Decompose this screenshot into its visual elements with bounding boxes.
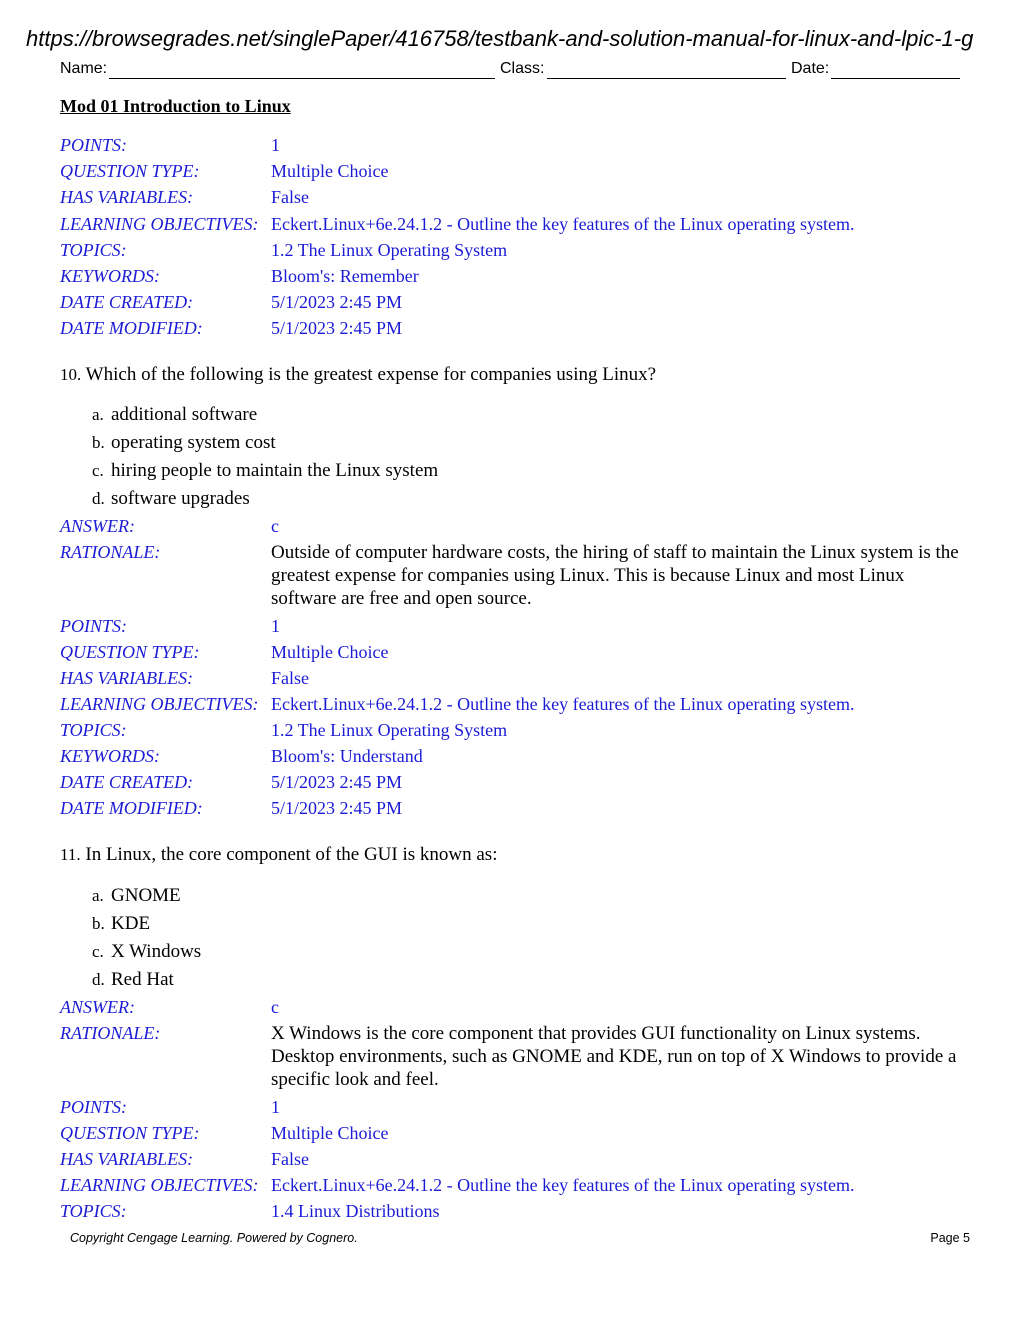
question-type-value: Multiple Choice <box>271 161 389 181</box>
date-modified-value: 5/1/2023 2:45 PM <box>271 798 403 818</box>
topics-value: 1.2 The Linux Operating System <box>271 720 508 740</box>
has-variables-value: False <box>271 187 309 207</box>
module-title: Mod 01 Introduction to Linux <box>60 96 291 116</box>
date-created-value: 5/1/2023 2:45 PM <box>271 772 403 792</box>
name-label: Name: <box>60 60 108 77</box>
option-b: b. operating system cost <box>92 432 276 453</box>
rationale-text: Outside of computer hardware costs, the hiring of staff to maintain the Linux system is the greatest expense for companies using Linux. This is because Linux and most Linux software are free and open source. <box>271 542 959 609</box>
answer-value: c <box>271 997 279 1017</box>
points-value: 1 <box>271 616 280 636</box>
points-label: POINTS: <box>60 1097 127 1117</box>
rationale-label: RATIONALE: <box>60 542 161 562</box>
question-stem: Which of the following is the greatest expense for companies using Linux? <box>85 364 657 385</box>
option-b: b. KDE <box>92 913 151 934</box>
date-line <box>831 78 960 79</box>
question-number: 10. <box>60 365 82 384</box>
option-a: a. GNOME <box>92 885 181 906</box>
option-c: c. X Windows <box>92 941 202 962</box>
points-label: POINTS: <box>60 135 127 155</box>
class-label: Class: <box>500 60 545 77</box>
question-type-value: Multiple Choice <box>271 642 389 662</box>
class-line <box>547 78 786 79</box>
rationale-text: X Windows is the core component that provides GUI functionality on Linux systems. Desktop environments, such as GNOME and KDE, run on top of X Windows to provide a specific look and feel. <box>271 1023 957 1090</box>
answer-label: ANSWER: <box>60 997 135 1017</box>
date-created-label: DATE CREATED: <box>60 292 194 312</box>
question-type-label: QUESTION TYPE: <box>60 642 200 662</box>
learning-objectives-label: LEARNING OBJECTIVES: <box>60 214 259 234</box>
question-text <box>60 843 497 867</box>
date-label: Date: <box>791 60 830 77</box>
answer-value: c <box>271 516 279 536</box>
keywords-label: KEYWORDS: <box>60 746 160 766</box>
learning-objectives-value: Eckert.Linux+6e.24.1.2 - Outline the key features of the Linux operating system. <box>271 214 855 234</box>
student-header <box>60 58 960 80</box>
has-variables-label: HAS VARIABLES: <box>60 187 194 207</box>
name-line <box>109 78 495 79</box>
points-value: 1 <box>271 135 280 155</box>
question-stem: In Linux, the core component of the GUI is known as: <box>85 844 498 865</box>
learning-objectives-label: LEARNING OBJECTIVES: <box>60 694 259 714</box>
keywords-value: Bloom's: Remember <box>271 266 419 286</box>
topics-label: TOPICS: <box>60 240 127 260</box>
learning-objectives-value: Eckert.Linux+6e.24.1.2 - Outline the key features of the Linux operating system. <box>271 1175 855 1195</box>
answer-label: ANSWER: <box>60 516 135 536</box>
has-variables-label: HAS VARIABLES: <box>60 668 194 688</box>
has-variables-label: HAS VARIABLES: <box>60 1149 194 1169</box>
page-footer <box>70 1229 970 1247</box>
keywords-label: KEYWORDS: <box>60 266 160 286</box>
points-label: POINTS: <box>60 616 127 636</box>
copyright-text: Copyright Cengage Learning. Powered by Cognero. <box>70 1231 358 1245</box>
question-type-label: QUESTION TYPE: <box>60 161 200 181</box>
question-text <box>60 363 656 387</box>
learning-objectives-value: Eckert.Linux+6e.24.1.2 - Outline the key features of the Linux operating system. <box>271 694 855 714</box>
topics-value: 1.2 The Linux Operating System <box>271 240 508 260</box>
page-number: Page 5 <box>930 1231 970 1245</box>
option-d: d. Red Hat <box>92 969 174 990</box>
learning-objectives-label: LEARNING OBJECTIVES: <box>60 1175 259 1195</box>
question-type-value: Multiple Choice <box>271 1123 389 1143</box>
points-value: 1 <box>271 1097 280 1117</box>
date-created-label: DATE CREATED: <box>60 772 194 792</box>
rationale-label: RATIONALE: <box>60 1023 161 1043</box>
date-modified-value: 5/1/2023 2:45 PM <box>271 318 403 338</box>
question-number: 11. <box>60 845 81 864</box>
has-variables-value: False <box>271 1149 309 1169</box>
date-modified-label: DATE MODIFIED: <box>60 318 203 338</box>
option-d: d. software upgrades <box>92 488 250 509</box>
option-a: a. additional software <box>92 404 258 425</box>
has-variables-value: False <box>271 668 309 688</box>
question-type-label: QUESTION TYPE: <box>60 1123 200 1143</box>
keywords-value: Bloom's: Understand <box>271 746 423 766</box>
date-created-value: 5/1/2023 2:45 PM <box>271 292 403 312</box>
topics-label: TOPICS: <box>60 1201 127 1221</box>
page-url: https://browsegrades.net/singlePaper/416758/testbank-and-solution-manual-for-linux-and-lpic-1-g <box>26 26 974 51</box>
topics-label: TOPICS: <box>60 720 127 740</box>
date-modified-label: DATE MODIFIED: <box>60 798 203 818</box>
topics-value: 1.4 Linux Distributions <box>271 1201 440 1221</box>
option-c: c. hiring people to maintain the Linux system <box>92 460 439 481</box>
